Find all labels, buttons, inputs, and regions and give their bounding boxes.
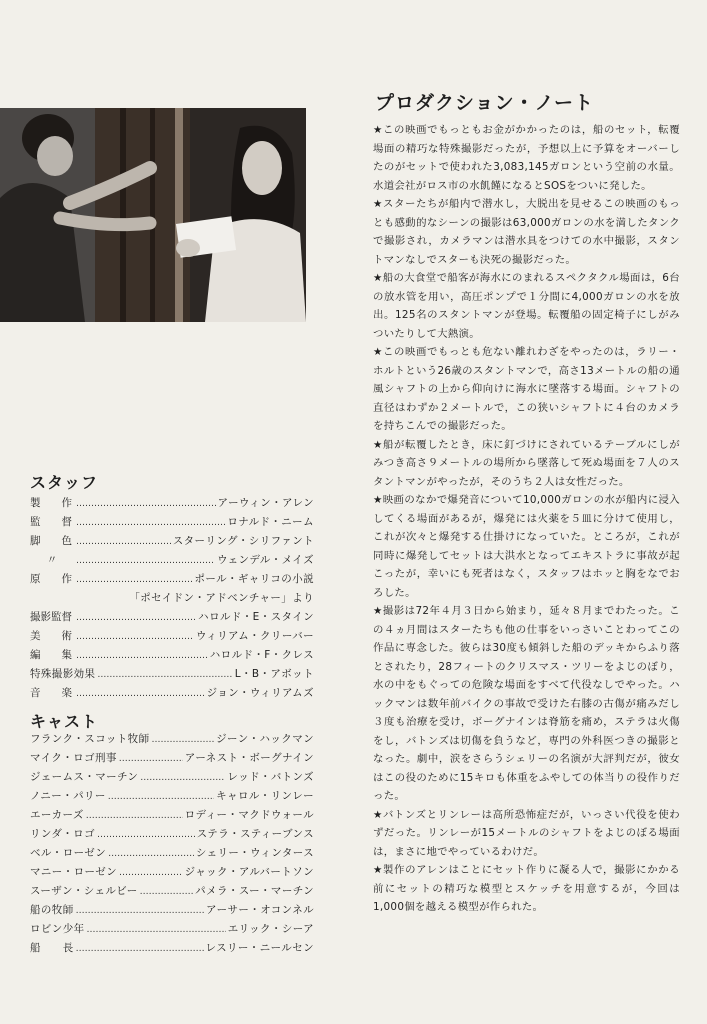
staff-name: ハロルド・F・クレス: [209, 649, 314, 661]
staff-name: アーウィン・アレン: [217, 497, 314, 509]
cast-row: [30, 902, 314, 921]
cast-name: ロディー・マクドウォール: [184, 809, 314, 821]
leader-dots: [140, 887, 194, 897]
production-notes-body: [373, 121, 680, 917]
staff-name: 「ポセイドン・アドベンチャー」より: [129, 592, 314, 604]
cast-row: [30, 731, 314, 750]
leader-dots: [76, 575, 193, 585]
staff-list: [30, 495, 314, 704]
staff-row: [30, 514, 314, 533]
staff-row: [30, 552, 314, 571]
cast-row: [30, 807, 314, 826]
leader-dots: [76, 556, 215, 566]
cast-name: レスリー・ニールセン: [205, 942, 314, 954]
staff-row: [30, 647, 314, 666]
staff-name: ジョン・ウィリアムズ: [206, 687, 314, 699]
leader-dots: [76, 689, 205, 699]
staff-role: 脚 色: [30, 535, 72, 547]
staff-row: [30, 685, 314, 704]
cast-role: スーザン・シェルビー: [30, 885, 138, 897]
leader-dots: [97, 670, 232, 680]
staff-role: 特殊撮影効果: [30, 668, 96, 680]
staff-row: [30, 571, 314, 590]
cast-role: フランク・スコット牧師: [30, 733, 150, 745]
leader-dots: [76, 499, 216, 509]
leader-dots: [76, 613, 196, 623]
staff-row: [30, 590, 314, 609]
cast-name: アーネスト・ボーグナイン: [184, 752, 314, 764]
staff-row: [30, 666, 314, 685]
cast-row: [30, 750, 314, 769]
cast-row: [30, 864, 314, 883]
staff-row: [30, 609, 314, 628]
cast-row: [30, 921, 314, 940]
cast-role: リンダ・ロゴ: [30, 828, 95, 840]
cast-role: ベル・ローゼン: [30, 847, 107, 859]
staff-heading: スタッフ: [30, 473, 99, 492]
film-still-illustration: [0, 108, 306, 322]
note-paragraph: ★映画のなかで爆発音について10,000ガロンの水が船内に浸入してくる場面があるが，爆発には火薬を５皿に分けて使用し，これが次々と爆発する仕掛けになっていた。ところが，これが同時に爆発してセットは大洪水となってエキストラに事故が起こったが，幸いにも死者はなく，スタッフはホッと胸をなでおろした。: [373, 494, 680, 599]
cast-row: [30, 845, 314, 864]
note-paragraph: ★撮影は72年４月３日から始まり，延々８月までわたった。この４ヵ月間はスターたちも他の仕事をいっさいことわってこの作品に専念した。彼らは30度も傾斜した船のデッキからふり落とされたり，28フィートのクリスマス・ツリーをよじのぼり，水の中をもぐっての危険な場面をすべて代役なしでやった。ハックマンは数年前バイクの事故で受けた右膝の古傷が痛みだし３度も治療を受け，ボーグナインは脊筋を痛め，ステラは火傷をし，バトンズは切傷を負うなど，専門の外科医つきの撮影となった。劇中，涙をさらうシェリーの名演が大評判だが，彼女はこの役のために15キロも体重をふやしての体当りの役作りだった。: [373, 605, 680, 802]
staff-role: 音 楽: [30, 687, 72, 699]
cast-name: シェリー・ウィンタース: [195, 847, 314, 859]
staff-name: L・B・アボット: [234, 668, 314, 680]
cast-role: マイク・ロゴ刑事: [30, 752, 117, 764]
staff-row: [30, 495, 314, 514]
leader-dots: [76, 518, 225, 528]
cast-heading: キャスト: [30, 712, 99, 731]
cast-name: ジャック・アルバートソン: [184, 866, 314, 878]
staff-role: 撮影監督: [30, 611, 72, 623]
leader-dots: [87, 925, 226, 935]
cast-name: パメラ・スー・マーチン: [195, 885, 314, 897]
staff-name: スターリング・シリファント: [172, 535, 314, 547]
note-paragraph: ★船の大食堂で船客が海水にのまれるスペクタクル場面は，6台の放水管を用い，高圧ポンプで１分間に4,000ガロンの水を放出。125名のスタントマンが登場。転覆船の固定椅子にしがみついたりして大熱演。: [373, 272, 680, 340]
staff-name: ハロルド・E・スタイン: [198, 611, 314, 623]
cast-row: [30, 826, 314, 845]
staff-role: 編 集: [30, 649, 72, 661]
leader-dots: [76, 944, 204, 954]
cast-name: ジーン・ハックマン: [216, 733, 314, 745]
cast-name: アーサー・オコンネル: [206, 904, 314, 916]
leader-dots: [119, 868, 183, 878]
staff-role: 原 作: [30, 573, 72, 585]
cast-role: エーカーズ: [30, 809, 84, 821]
cast-role: 船 長: [30, 942, 74, 954]
leader-dots: [76, 651, 208, 661]
cast-role: 船の牧師: [30, 904, 74, 916]
cast-row: [30, 769, 314, 788]
leader-dots: [97, 830, 195, 840]
note-paragraph: ★バトンズとリンレーは高所恐怖症だが，いっさい代役を使わずだった。リンレーが15メートルのシャフトをよじのぼる場面は，まさに地でやっているわけだ。: [373, 808, 680, 858]
leader-dots: [76, 537, 171, 547]
staff-row: [30, 533, 314, 552]
production-notes-title: プロダクション・ノート: [375, 92, 595, 114]
note-paragraph: ★船が転覆したとき，床に釘づけにされているテーブルにしがみつき高さ９メートルの場所から墜落して死ぬ場面を７人のスタントマンがやったが，そのうち２人は女性だった。: [373, 438, 680, 488]
note-paragraph: ★スターたちが船内で潜水し，大脱出を見せるこの映画のもっとも感動的なシーンの撮影は63,000ガロンの水を満したタンクで撮影され，カメラマンは潜水具をつけての水中撮影，スタントマンなしでスターも決死の撮影だった。: [373, 198, 680, 266]
leader-dots: [108, 849, 194, 859]
leader-dots: [76, 632, 194, 642]
cast-row: [30, 788, 314, 807]
leader-dots: [151, 735, 214, 745]
note-paragraph: ★製作のアレンはことにセット作りに凝る人で，撮影にかかる前にセットの精巧な模型とスケッチを用意するが，今回は1,000個を越える模型が作られた。: [373, 864, 680, 913]
leader-dots: [119, 754, 183, 764]
staff-role: 監 督: [30, 516, 72, 528]
cast-role: マニー・ローゼン: [30, 866, 117, 878]
leader-dots: [108, 792, 214, 802]
staff-name: ウィリアム・クリーバー: [195, 630, 314, 642]
note-paragraph: ★この映画でもっとも危ない離れわざをやったのは，ラリー・ホルトという26歳のスタントマンで，高さ13メートルの船の通風シャフトの上から仰向けに海水に墜落する場面。シャフトの直径はわずか２メートルで，この狭いシャフトに４台のカメラを持ちこんでの撮影だった。: [373, 346, 680, 432]
staff-row: [30, 628, 314, 647]
leader-dots: [76, 906, 204, 916]
cast-name: レッド・バトンズ: [227, 771, 314, 783]
cast-list: [30, 731, 314, 959]
staff-role: 製 作: [30, 497, 72, 509]
cast-row: [30, 940, 314, 959]
leader-dots: [140, 773, 225, 783]
film-still-photo: [0, 108, 306, 322]
cast-name: エリック・シーア: [227, 923, 314, 935]
cast-name: ステラ・スティーブンス: [196, 828, 314, 840]
leader-dots: [86, 811, 183, 821]
note-paragraph: ★この映画でもっともお金がかかったのは，船のセット，転覆場面の精巧な特殊撮影だったが，予想以上に予算をオーバーしたのがセットで使われた3,083,145ガロンという空前の水量。水道会社がロス市の水飢饉になるとSOSをついに発した。: [373, 124, 680, 192]
staff-name: ウェンデル・メイズ: [217, 554, 314, 566]
staff-role: 美 術: [30, 630, 72, 642]
staff-name: ロナルド・ニーム: [227, 516, 314, 528]
cast-role: ロビン少年: [30, 923, 85, 935]
cast-name: キャロル・リンレー: [216, 790, 314, 802]
cast-row: [30, 883, 314, 902]
cast-role: ジェームス・マーチン: [30, 771, 139, 783]
staff-name: ポール・ギャリコの小説: [194, 573, 314, 585]
cast-role: ノニー・パリー: [30, 790, 106, 802]
staff-role: 〃: [46, 554, 58, 566]
